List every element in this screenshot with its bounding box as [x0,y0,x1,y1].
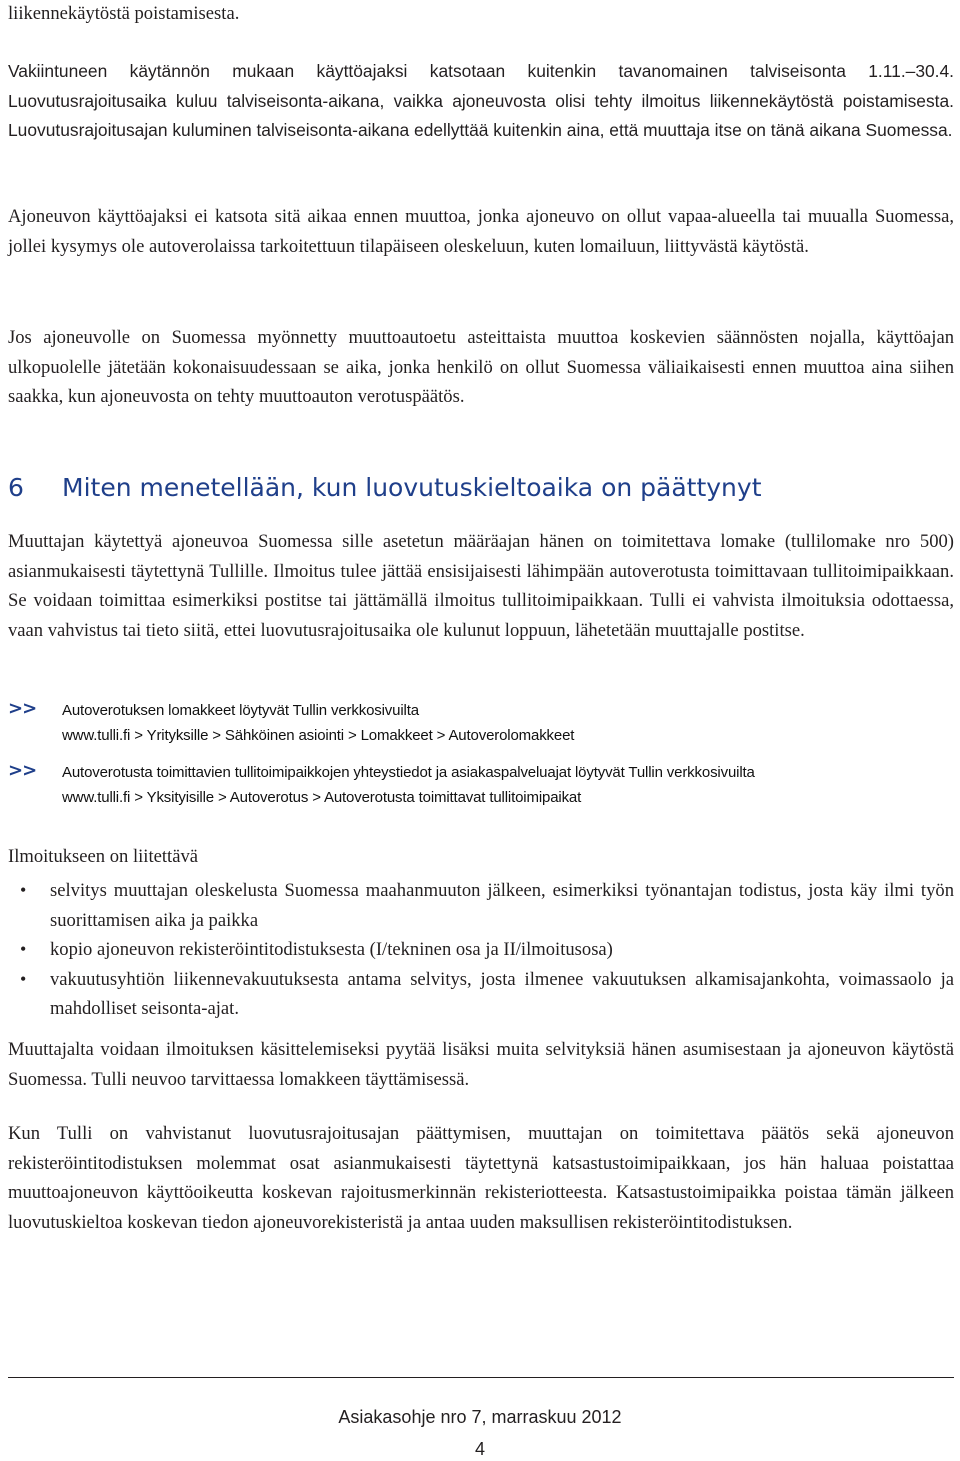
paragraph-inspection [8,1119,954,1237]
paragraph-winter-storage [8,57,954,146]
text-paragraph: Kun Tulli on vahvistanut luovutusrajoitusajan päättymisen, muuttajan on toimitettava päätös sekä ajoneuvon rekisteröintitodistuksen molemmat osat asianmukaisesti täytettynä katsastustoimipaikkaan, jos hän haluaa poistattaa muuttoajoneuvon käyttöoikeutta koskevan rajoitusmerkinnän rekisteriotteesta. Katsastustoimipaikka poistaa tämän jälkeen luovutuskieltoa koskevan tiedon ajoneuvorekisteristä ja antaa uuden maksullisen rekisteröintitodistuksen. [8,1123,954,1233]
section-title: Miten menetellään, kun luovutuskieltoaika on päättynyt [62,473,762,502]
paragraph-usage-period [8,202,954,261]
footer-publication: Asiakasohje nro 7, marraskuu 2012 [338,1407,622,1427]
list-item [8,965,954,1024]
list-item [8,935,954,965]
text-paragraph: Ajoneuvon käyttöajaksi ei katsota sitä aikaa ennen muuttoa, jonka ajoneuvo on ollut vapaa-alueella tai muualla Suomessa, jollei kysymys ole autoverolaissa tarkoitettuun tilapäiseen oleskeluun, kuten lomailuun, liittyvästä käytöstä. [8,206,954,257]
list-item-text: kopio ajoneuvon rekisteröintitodistuksesta (I/tekninen osa ja II/ilmoitusosa) [50,939,613,961]
list-item-text: vakuutusyhtiön liikennevakuutuksesta antama selvitys, josta ilmenee vakuutuksen alkamisajankohta, voimassaolo ja mahdolliset seisonta-ajat. [50,968,954,1020]
section-heading [8,468,762,508]
text-paragraph: Muuttajan käytettyä ajoneuvoa Suomessa sille asetetun määräajan hänen on toimitettava lomake (tullilomake nro 500) asianmukaisesti täytettynä Tullille. Ilmoitus tulee jättää ensisijaisesti lähimpään autoverotusta toimittavaan tullitoimipaikkaan. Se voidaan toimittaa esimerkiksi postitse tai jättämällä ilmoitus tullitoimipaikkaan. Tulli ei vahvista ilmoituksia odottaessa, vaan vahvistus tai tieto siitä, ettei luovutusrajoitusaika ole kulunut loppuun, lähetetään muuttajalle postitse. [8,531,954,641]
link-description: Autoverotusta toimittavien tullitoimipaikkojen yhteystiedot ja asiakaspalveluajat löytyvät Tullin verkkosivuilta [62,764,755,781]
bullet-icon: • [20,968,27,989]
paragraph-procedure [8,527,954,645]
link-path[interactable]: www.tulli.fi > Yksityisille > Autoverotus > Autoverotusta toimittavat tullitoimipaikat [62,789,582,806]
list-item-text: selvitys muuttajan oleskelusta Suomessa maahanmuuton jälkeen, esimerkiksi työnantajan todistus, josta käy ilmi työn suorittamisen aika ja paikka [50,880,954,931]
section-number: 6 [8,473,24,502]
attachments-list [8,876,954,1024]
paragraph-continued [8,0,954,29]
paragraph-gradual-move [8,323,954,412]
paragraph-additional-info [8,1035,954,1094]
link-marker-icon: >> [8,698,37,719]
attachments-intro [8,842,954,872]
footer-divider [8,1377,954,1378]
page-number: 4 [474,1439,485,1459]
text-paragraph: Vakiintuneen käytännön mukaan käyttöajaksi katsotaan kuitenkin tavanomainen talviseisonta 1.11.–30.4. Luovutusrajoitusaika kuluu talviseisonta-aikana, vaikka ajoneuvosta olisi tehty ilmoitus liikennekäytöstä poistamisesta. Luovutusrajoitusajan kuluminen talviseisonta-aikana edellyttää kuitenkin aina, että muuttaja itse on tänä aikana Suomessa. [8,61,954,141]
link-description: Autoverotuksen lomakkeet löytyvät Tullin verkkosivuilta [62,702,419,719]
link-path[interactable]: www.tulli.fi > Yrityksille > Sähköinen asiointi > Lomakkeet > Autoverolomakkeet [62,727,575,744]
text-paragraph: Jos ajoneuvolle on Suomessa myönnetty muuttoautoetu asteittaista muuttoa koskevien säännösten nojalla, käyttöajan ulkopuolelle jätetään kokonaisuudessaan se aika, jonka henkilö on ollut Suomessa väliaikaisesti ennen muuttoa aina siihen saakka, kun ajoneuvosta on tehty muuttoauton verotuspäätös. [8,327,954,408]
text-paragraph: liikennekäytöstä poistamisesta. [8,3,240,24]
bullet-icon: • [20,880,27,900]
list-item [8,876,954,935]
bullet-icon: • [20,939,27,960]
text-paragraph: Muuttajalta voidaan ilmoituksen käsittelemiseksi pyytää lisäksi muita selvityksiä hänen asumisestaan ja ajoneuvon käytöstä Suomessa. Tulli neuvoo tarvittaessa lomakkeen täyttämisessä. [8,1039,954,1090]
link-marker-icon: >> [8,760,37,781]
text-paragraph: Ilmoitukseen on liitettävä [8,846,199,867]
